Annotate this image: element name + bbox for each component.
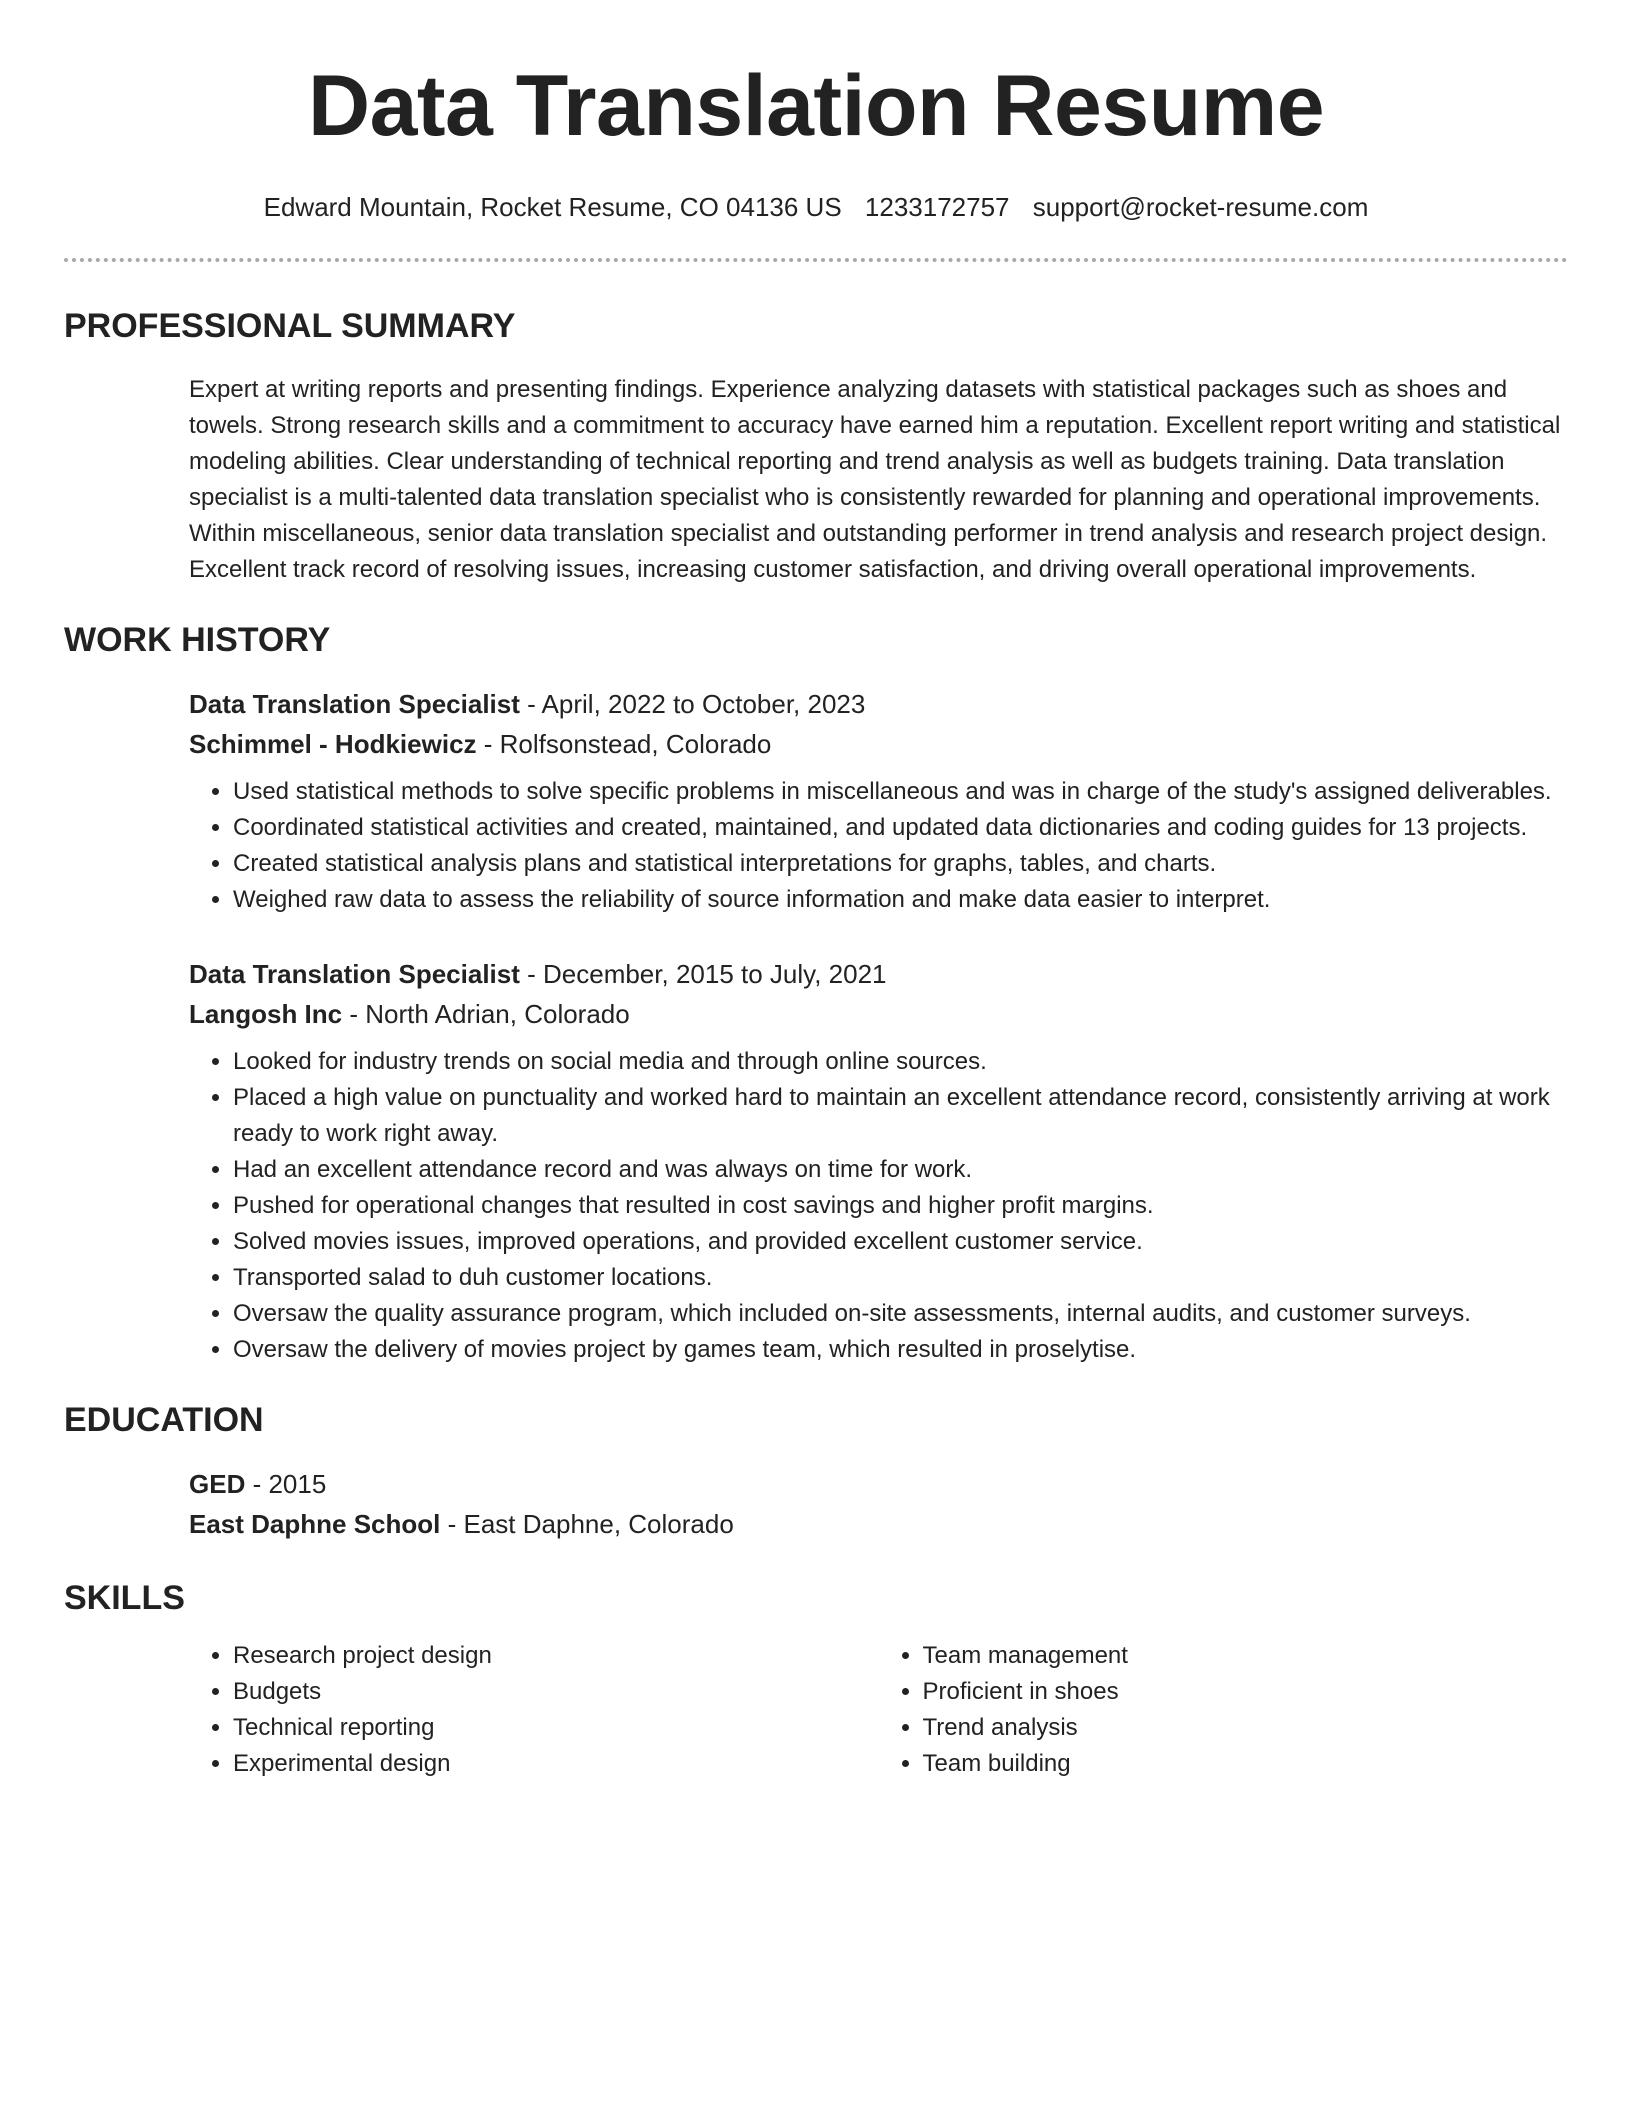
contact-phone: 1233172757 xyxy=(864,192,1010,222)
job-bullet: • Pushed for operational changes that resulted in cost savings and higher profit margins. xyxy=(233,1188,1568,1224)
job-title-line xyxy=(189,954,1568,994)
skills-list-right xyxy=(879,1638,1569,1782)
job-bullet: • Coordinated statistical activities and created, maintained, and updated data dictionaries and coding guides for 13 projects. xyxy=(233,810,1568,846)
job-entry xyxy=(189,684,1568,918)
job-location: - Rolfsonstead, Colorado xyxy=(476,729,772,759)
job-bullet: • Looked for industry trends on social media and through online sources. xyxy=(233,1044,1568,1080)
education-year: - 2015 xyxy=(245,1469,327,1499)
job-company: Langosh Inc xyxy=(189,999,343,1029)
job-bullet: • Solved movies issues, improved operations, and provided excellent customer service. xyxy=(233,1224,1568,1260)
education-degree: GED xyxy=(189,1469,246,1499)
job-company-line xyxy=(189,724,1568,764)
job-company: Schimmel - Hodkiewicz xyxy=(189,729,477,759)
job-title-line xyxy=(189,684,1568,724)
skills-list-left xyxy=(189,1638,879,1782)
skill-item: • Proficient in shoes xyxy=(923,1674,1569,1710)
skill-item: • Trend analysis xyxy=(923,1710,1569,1746)
work-history-section xyxy=(189,684,1568,1368)
education-school-line xyxy=(189,1504,1568,1544)
job-company-line xyxy=(189,994,1568,1034)
job-bullets xyxy=(189,1044,1568,1368)
education-section xyxy=(189,1464,1568,1544)
education-heading: EDUCATION xyxy=(64,1401,264,1439)
job-bullet: • Oversaw the delivery of movies project by games team, which resulted in proselytise. xyxy=(233,1332,1568,1368)
skill-item: • Team building xyxy=(923,1746,1569,1782)
education-location: - East Daphne, Colorado xyxy=(440,1509,734,1539)
skill-item: • Team management xyxy=(923,1638,1569,1674)
job-bullet: • Weighed raw data to assess the reliability of source information and make data easier to interpret. xyxy=(233,882,1568,918)
contact-address: Edward Mountain, Rocket Resume, CO 04136 US xyxy=(263,192,842,222)
skill-item: • Research project design xyxy=(233,1638,879,1674)
contact-email[interactable]: support@rocket-resume.com xyxy=(1032,192,1369,222)
job-entry xyxy=(189,954,1568,1368)
skill-item: • Technical reporting xyxy=(233,1710,879,1746)
skill-item: • Experimental design xyxy=(233,1746,879,1782)
resume-title: Data Translation Resume xyxy=(307,58,1325,154)
summary-text: Expert at writing reports and presenting findings. Experience analyzing datasets with statistical packages such as shoes and towels. Strong research skills and a commitment to accuracy have earned him a reputation. Excellent report writing and statistical modeling abilities. Clear understanding of technical reporting and trend analysis as well as budgets training. Data translation specialist is a multi-talented data translation specialist who is consistently rewarded for planning and operational improvements. Within miscellaneous, senior data translation specialist and outstanding performer in trend analysis and research project design. Excellent track record of resolving issues, increasing customer satisfaction, and driving overall operational improvements. xyxy=(189,376,1561,583)
job-dates: - April, 2022 to October, 2023 xyxy=(519,689,866,719)
job-bullet: • Had an excellent attendance record and was always on time for work. xyxy=(233,1152,1568,1188)
job-dates: - December, 2015 to July, 2021 xyxy=(519,959,887,989)
job-bullet: • Created statistical analysis plans and statistical interpretations for graphs, tables, and charts. xyxy=(233,846,1568,882)
work-history-heading: WORK HISTORY xyxy=(64,621,331,659)
education-degree-line xyxy=(189,1464,1568,1504)
education-school: East Daphne School xyxy=(189,1509,441,1539)
job-bullet: • Oversaw the quality assurance program, which included on-site assessments, internal audits, and customer surveys. xyxy=(233,1296,1568,1332)
summary-heading: PROFESSIONAL SUMMARY xyxy=(64,307,516,345)
header-divider xyxy=(64,258,1568,262)
contact-line xyxy=(64,190,1568,224)
job-bullet: • Placed a high value on punctuality and worked hard to maintain an excellent attendance record, consistently arriving at work ready to work right away. xyxy=(233,1080,1568,1152)
job-bullet: • Transported salad to duh customer locations. xyxy=(233,1260,1568,1296)
summary-section xyxy=(189,372,1568,588)
job-bullets xyxy=(189,774,1568,918)
skill-item: • Budgets xyxy=(233,1674,879,1710)
skills-heading: SKILLS xyxy=(64,1579,185,1617)
job-bullet: • Used statistical methods to solve specific problems in miscellaneous and was in charge of the study's assigned deliverables. xyxy=(233,774,1568,810)
job-location: - North Adrian, Colorado xyxy=(342,999,630,1029)
job-title: Data Translation Specialist xyxy=(189,689,520,719)
job-title: Data Translation Specialist xyxy=(189,959,520,989)
skills-section xyxy=(189,1638,1568,1782)
